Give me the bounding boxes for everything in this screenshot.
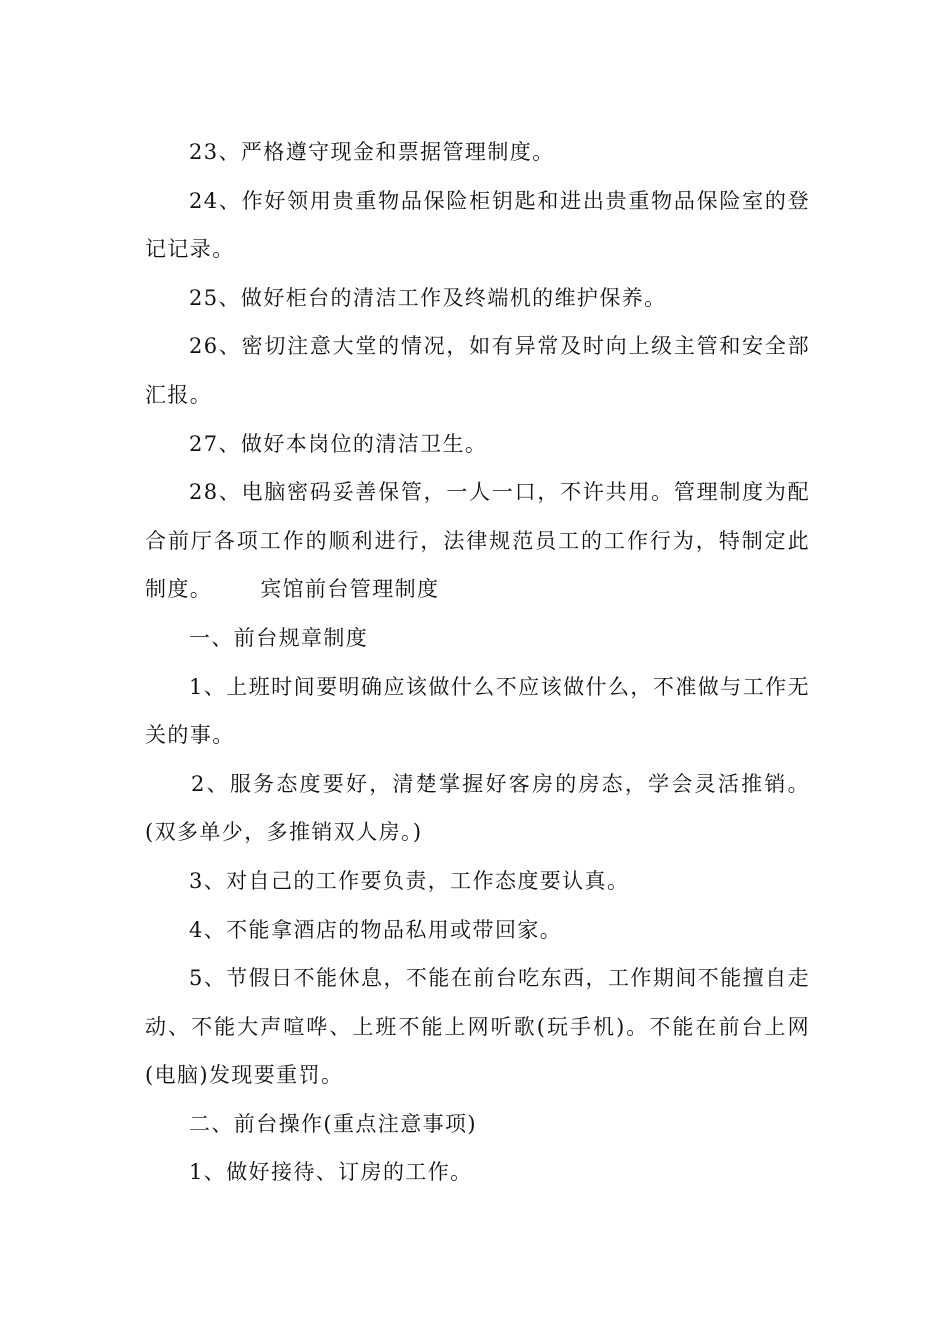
paragraph-25: 25、做好柜台的清洁工作及终端机的维护保养。: [189, 285, 667, 310]
rule-2: 2、服务态度要好，清楚掌握好客房的房态，学会灵活推销。(双多单少，多推销双人房。): [145, 771, 810, 845]
paragraph-24: 24、作好领用贵重物品保险柜钥匙和进出贵重物品保险室的登记记录。: [145, 188, 810, 262]
paragraph-23: 23、严格遵守现金和票据管理制度。: [189, 140, 555, 164]
paragraph-26: 26、密切注意大堂的情况，如有异常及时向上级主管和安全部汇报。: [145, 334, 810, 407]
section-heading-rules: 一、前台规章制度: [189, 625, 369, 650]
section-heading-operations: 二、前台操作(重点注意事项): [189, 1111, 477, 1136]
document-page: [145, 128, 810, 1197]
paragraph-28-text: 28、电脑密码妥善保管，一人一口，不许共用。管理制度为配合前厅各项工作的顺利进行，法律规范员工的工作行为，特制定此制度。: [145, 480, 810, 602]
rule-4: 4、不能拿酒店的物品私用或带回家。: [189, 917, 563, 942]
rule-5: 5、节假日不能休息，不能在前台吃东西，工作期间不能擅自走动、不能大声喧哗、上班不能上网听歌(玩手机)。不能在前台上网(电脑)发现要重罚。: [145, 966, 810, 1088]
paragraph-28: [145, 468, 810, 614]
rule-3: 3、对自己的工作要负责，工作态度要认真。: [189, 868, 630, 893]
operation-1: 1、做好接待、订房的工作。: [189, 1160, 473, 1185]
rule-1: 1、上班时间要明确应该做什么不应该做什么，不准做与工作无关的事。: [145, 674, 810, 748]
paragraph-27: 27、做好本岗位的清洁卫生。: [189, 431, 488, 456]
document-title: 宾馆前台管理制度: [260, 577, 440, 602]
